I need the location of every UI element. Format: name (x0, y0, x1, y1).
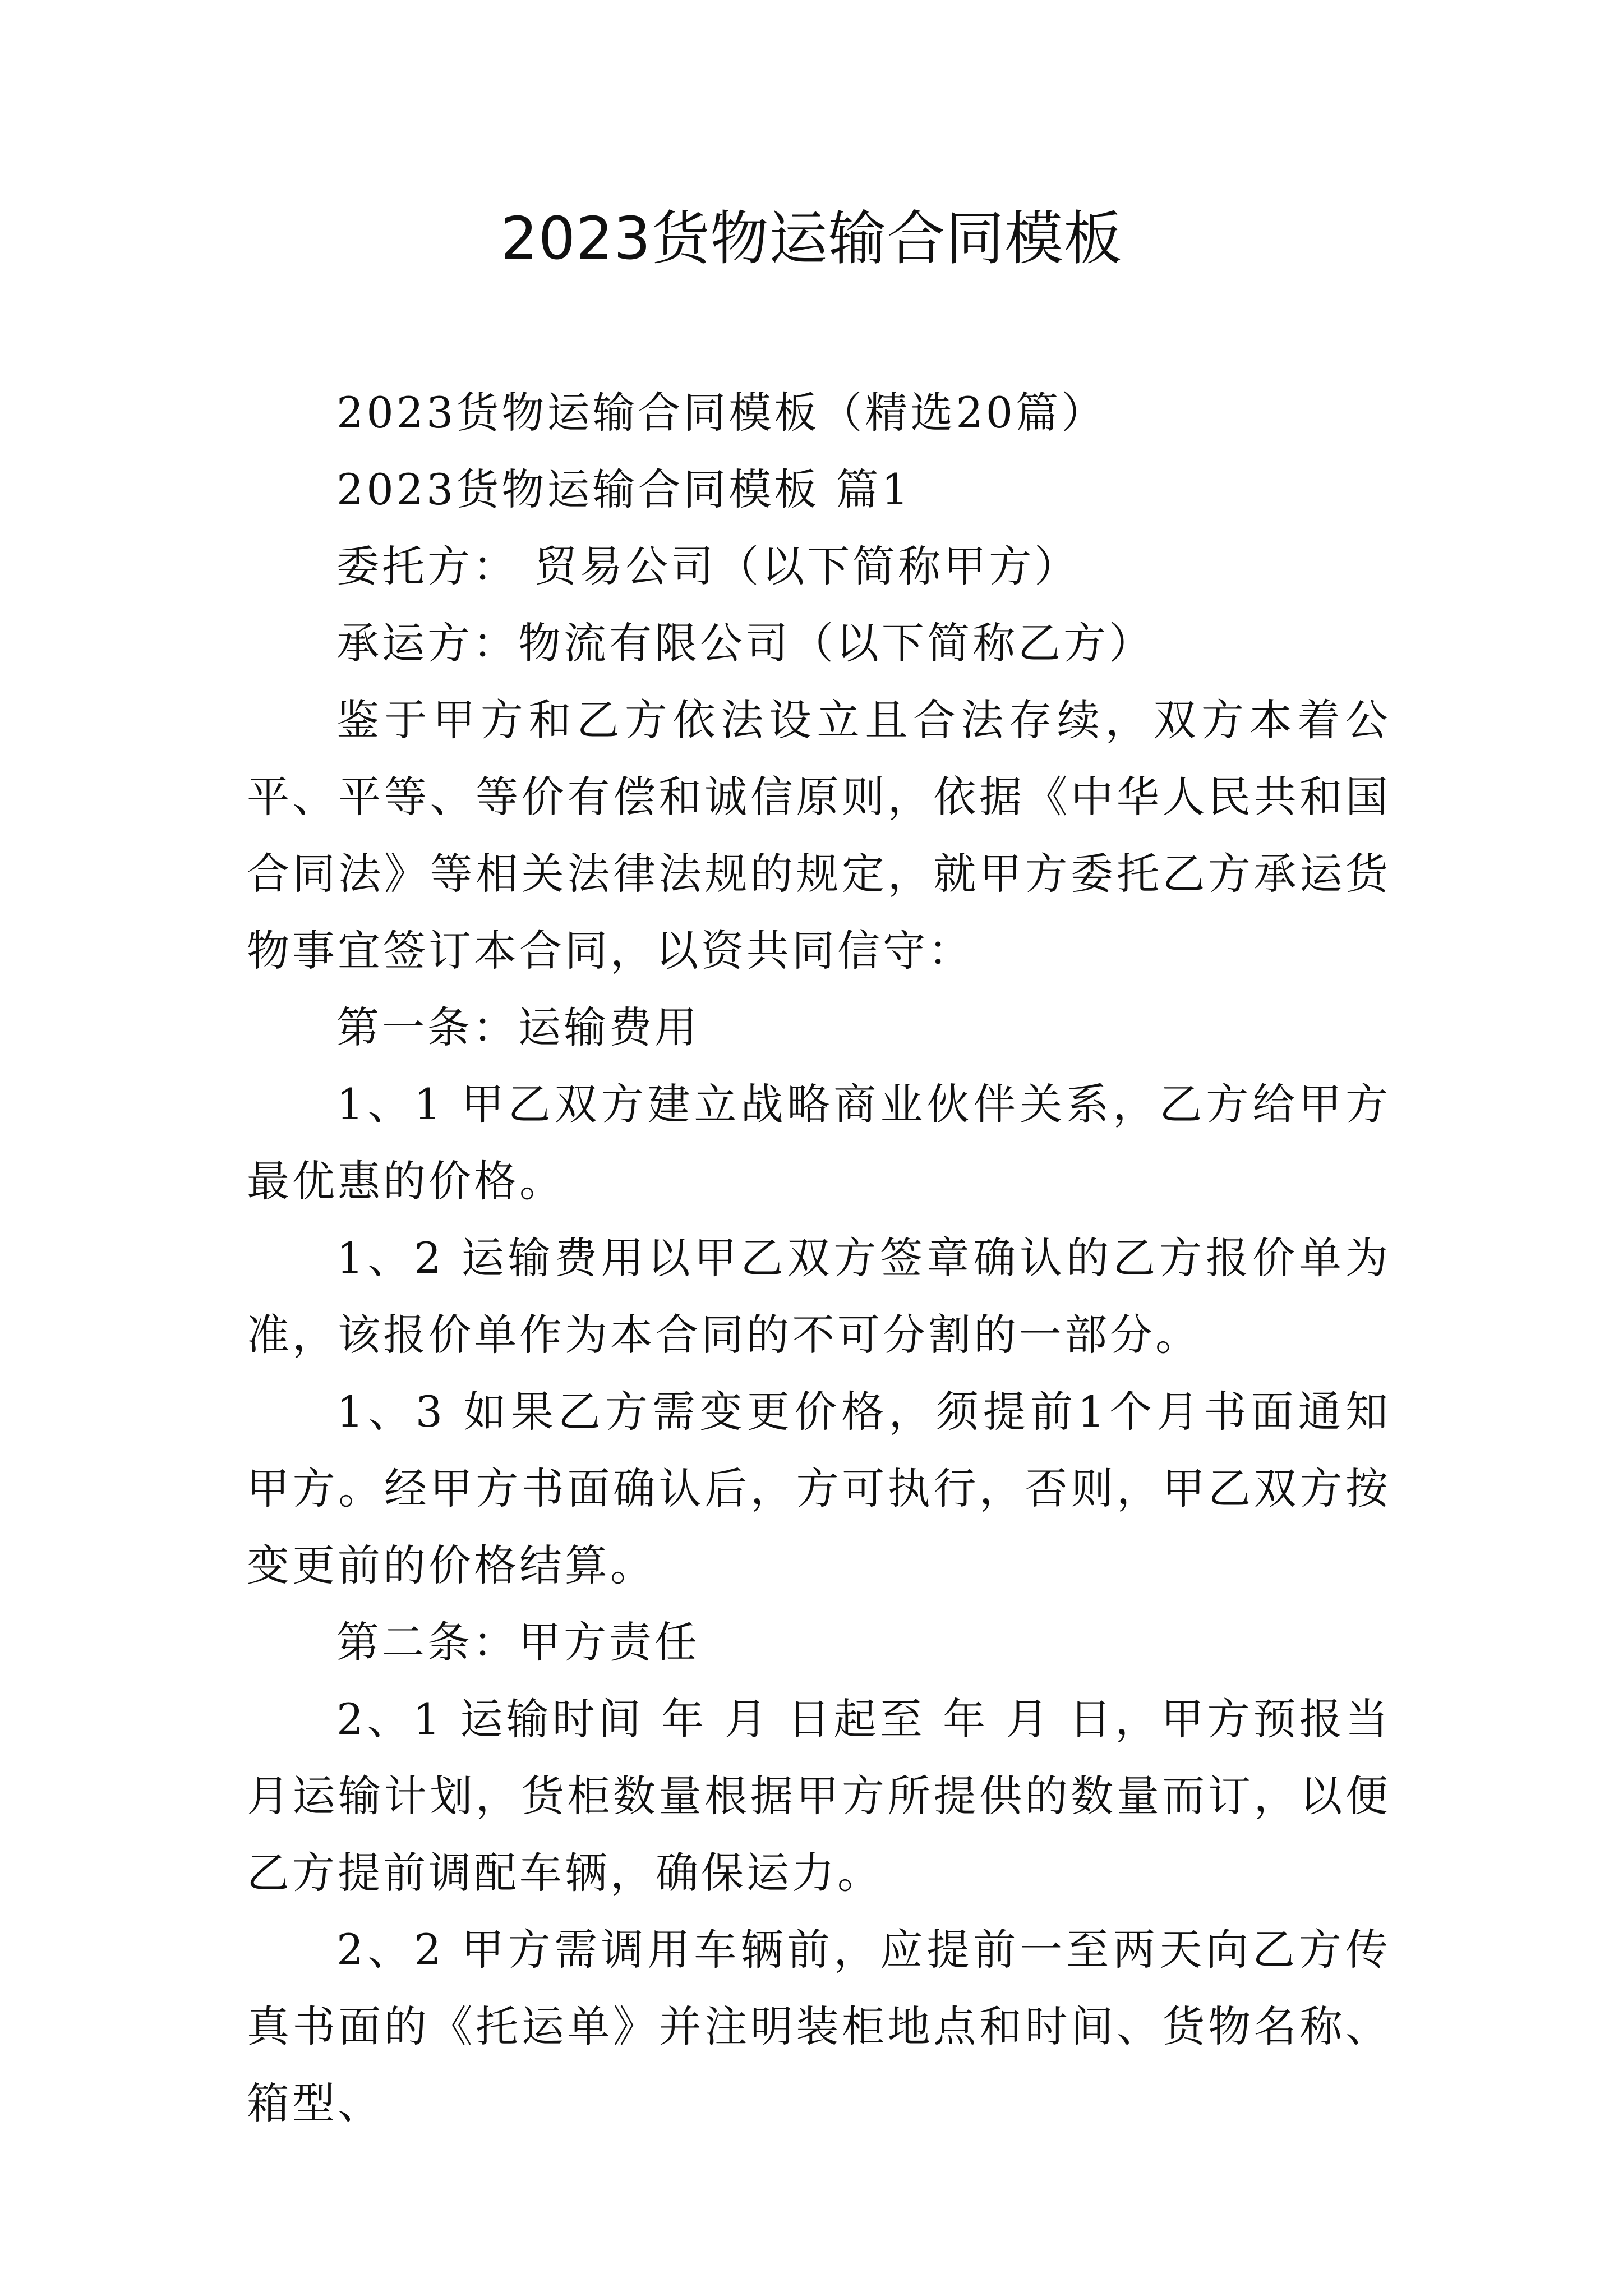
clause-1-2: 1、2 运输费用以甲乙双方签章确认的乙方报价单为准，该报价单作为本合同的不可分割的一部分。 (247, 1233, 1391, 1360)
document-title: 2023货物运输合同模板 (500, 204, 1123, 273)
clause-2-1: 2、1 运输时间 年 月 日起至 年 月 日，甲方预报当月运输计划，货柜数量根据甲方所提供的数量而订，以便乙方提前调配车辆，确保运力。 (247, 1694, 1391, 1898)
article-2-title: 第二条：甲方责任 (336, 1617, 700, 1667)
subtitle: 2023货物运输合同模板（精选20篇） (336, 388, 1107, 438)
consignor-line: 委托方： 贸易公司（以下简称甲方） (336, 541, 1080, 591)
section-heading: 2023货物运输合同模板 篇1 (336, 464, 911, 514)
clause-1-3: 1、3 如果乙方需变更价格，须提前1个月书面通知甲方。经甲方书面确认后，方可执行，否则，甲乙双方按变更前的价格结算。 (247, 1387, 1391, 1590)
carrier-line: 承运方：物流有限公司（以下简称乙方） (336, 618, 1154, 668)
clause-1-1: 1、1 甲乙双方建立战略商业伙伴关系，乙方给甲方最优惠的价格。 (247, 1079, 1391, 1206)
preamble-paragraph: 鉴于甲方和乙方依法设立且合法存续，双方本着公平、平等、等价有偿和诚信原则，依据《中华人民共和国合同法》等相关法律法规的规定，就甲方委托乙方承运货物事宜签订本合同，以资共同信守： (247, 695, 1391, 976)
document-body (247, 374, 1391, 2142)
article-1-title: 第一条：运输费用 (336, 1002, 700, 1052)
clause-2-2: 2、2 甲方需调用车辆前，应提前一至两天向乙方传真书面的《托运单》并注明装柜地点和时间、货物名称、箱型、 (247, 1925, 1391, 2128)
